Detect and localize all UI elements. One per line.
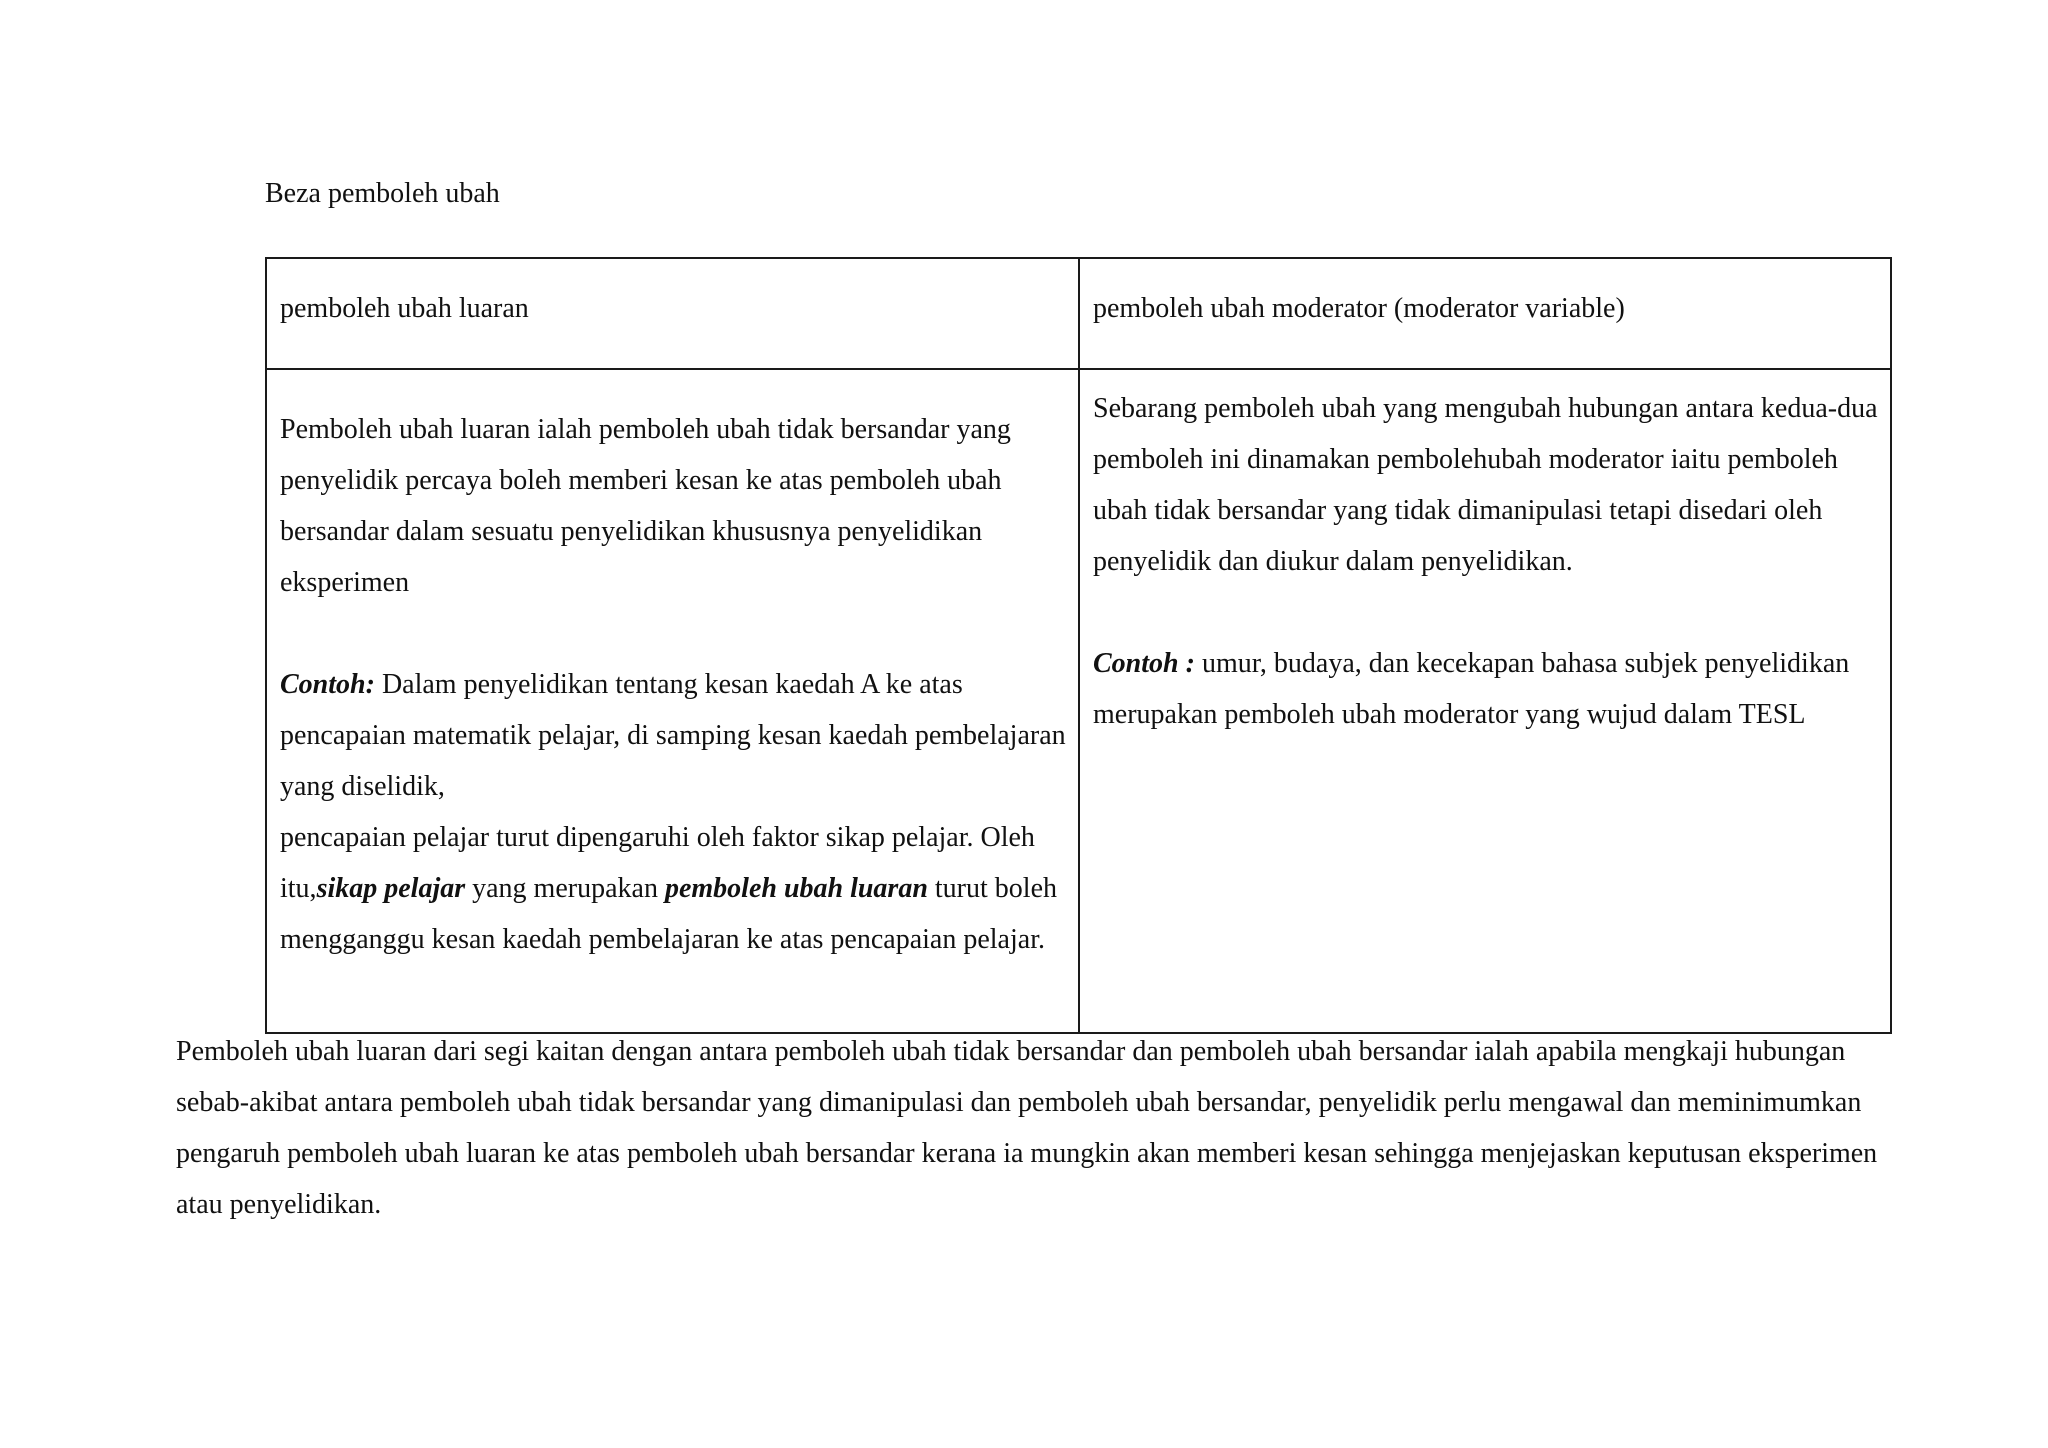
luaran-example-text-3: yang merupakan: [465, 873, 665, 904]
document-title: Beza pemboleh ubah: [265, 178, 500, 209]
footer-paragraph: Pemboleh ubah luaran dari segi kaitan dengan antara pemboleh ubah tidak bersandar dan pemboleh ubah bersandar ialah apabila mengkaji hubungan sebab-akibat antara pemboleh ubah tidak bersandar yang dimanipulasi dan pemboleh ubah bersandar, penyelidik perlu mengawal dan meminimumkan pengaruh pemboleh ubah luaran ke atas pemboleh ubah bersandar kerana ia mungkin akan memberi kesan sehingga menjejaskan keputusan eksperimen atau penyelidikan.: [176, 1036, 1878, 1220]
luaran-example: [280, 659, 1066, 812]
luaran-example-emphasis-2: pemboleh ubah luaran: [664, 873, 928, 904]
luaran-example-text-1: Dalam penyelidikan tentang kesan kaedah A ke atas pencapaian matematik pelajar, di samping kesan kaedah pembelajaran yang diselidik,: [280, 669, 1066, 802]
table-body-row: [266, 369, 1891, 1033]
header-cell-moderator: pemboleh ubah moderator (moderator variable): [1079, 258, 1891, 369]
spacer: [1093, 587, 1878, 638]
moderator-definition: Sebarang pemboleh ubah yang mengubah hubungan antara kedua-dua pemboleh ini dinamakan pembolehubah moderator iaitu pemboleh ubah tidak bersandar yang tidak dimanipulasi tetapi disedari oleh penyelidik dan diukur dalam penyelidikan.: [1093, 393, 1878, 577]
header-cell-luaran: pemboleh ubah luaran: [266, 258, 1079, 369]
moderator-example: [1093, 638, 1878, 740]
luaran-example-label: Contoh:: [280, 669, 375, 700]
spacer: [280, 608, 1066, 659]
luaran-example-text-2: pencapaian pelajar turut dipengaruhi oleh faktor sikap pelajar. Oleh itu,: [280, 822, 1035, 904]
moderator-example-text: umur, budaya, dan kecekapan bahasa subjek penyelidikan merupakan pemboleh ubah moderator yang wujud dalam TESL: [1093, 648, 1850, 730]
luaran-example-emphasis-1: sikap pelajar: [316, 873, 466, 904]
comparison-table: [265, 257, 1892, 1034]
table-header-row: [266, 258, 1891, 369]
luaran-example-continued: [280, 812, 1066, 965]
cell-luaran-description: [266, 369, 1079, 1033]
cell-moderator-description: [1079, 369, 1891, 1033]
luaran-example-text-4: turut boleh mengganggu kesan kaedah pembelajaran ke atas pencapaian pelajar.: [280, 873, 1057, 955]
moderator-example-label: Contoh :: [1093, 648, 1195, 679]
luaran-definition: Pemboleh ubah luaran ialah pemboleh ubah tidak bersandar yang penyelidik percaya boleh memberi kesan ke atas pemboleh ubah bersandar dalam sesuatu penyelidikan khususnya penyelidikan eksperimen: [280, 414, 1011, 598]
